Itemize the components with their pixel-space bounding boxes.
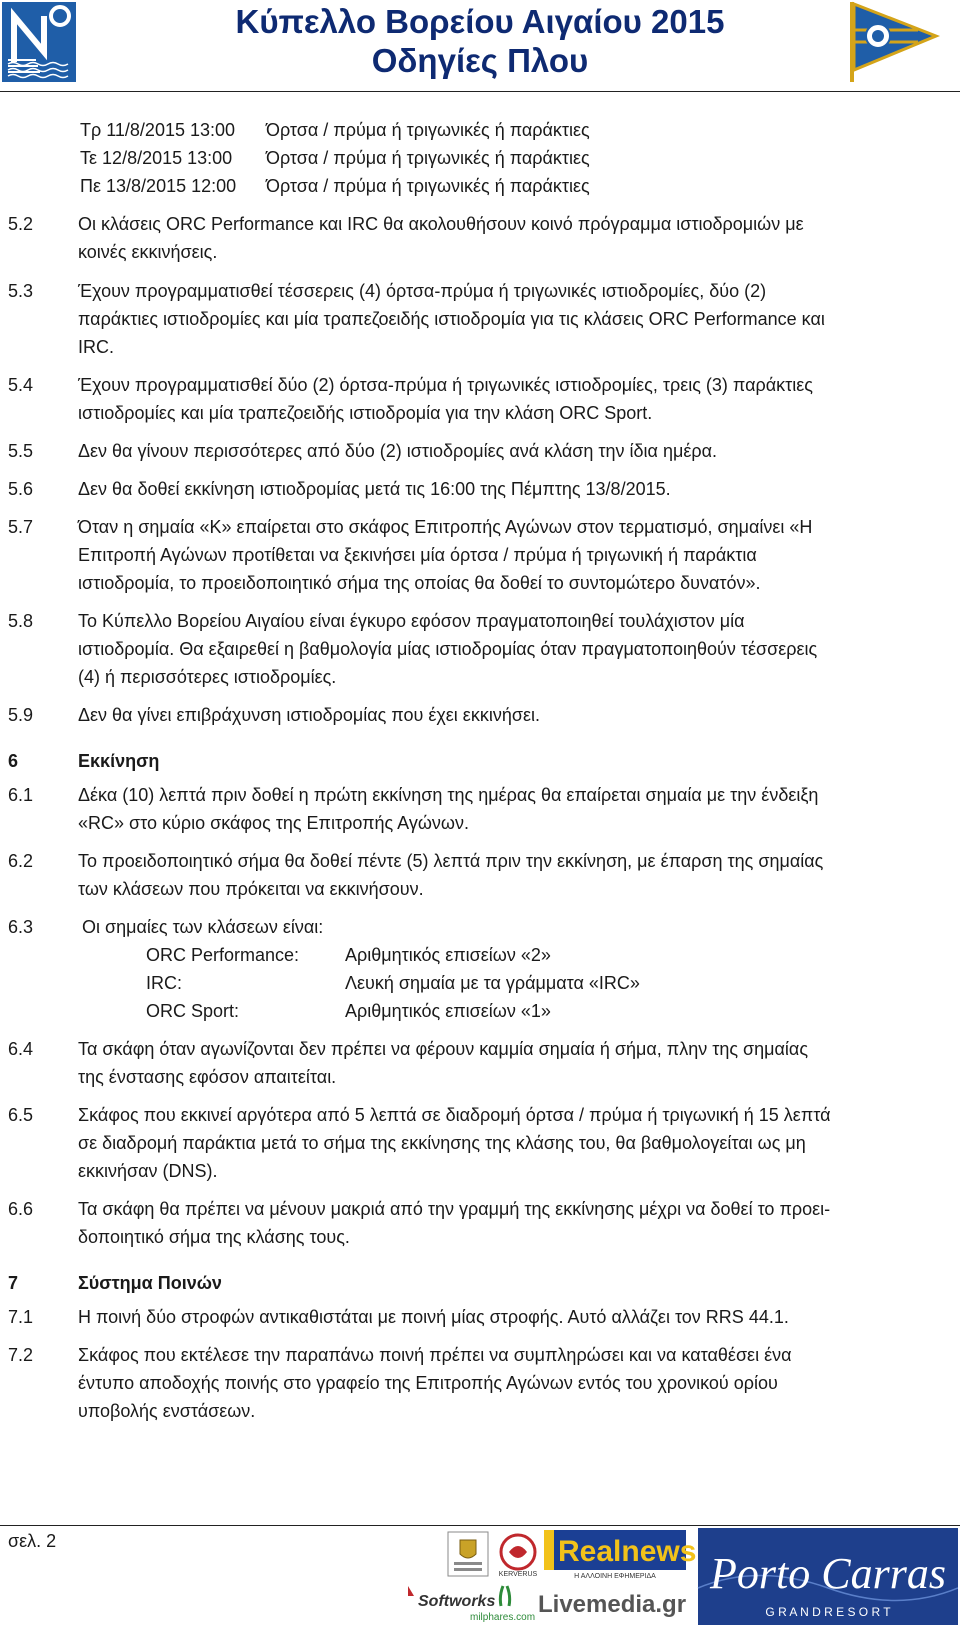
- clause-text: Οι κλάσεις ORC Performance και IRC θα ακολουθήσουν κοινό πρόγραμμα ιστιοδρομιών με: [78, 214, 804, 234]
- page-header: [0, 0, 960, 92]
- schedule-description: Όρτσα / πρύμα ή τριγωνικές ή παράκτιες: [266, 176, 590, 196]
- svg-text:Realnews: Realnews: [558, 1535, 697, 1568]
- clause-number: 6.4: [8, 1039, 34, 1059]
- clause-text: ιστιοδρομίες και μία τραπεζοειδής ιστιοδρομία για την κλάση ORC Sport.: [78, 403, 653, 423]
- porto-carras-logo: [698, 1528, 958, 1625]
- clause-number: 5.7: [8, 517, 34, 537]
- svg-text:Η ΑΛΛΟΙΝΗ ΕΦΗΜΕΡΙΔΑ: Η ΑΛΛΟΙΝΗ ΕΦΗΜΕΡΙΔΑ: [574, 1573, 656, 1580]
- clause-text: Όταν η σημαία «Κ» επαίρεται στο σκάφος Επιτροπής Αγώνων στον τερματισμό, σημαίνει «Η: [78, 517, 813, 537]
- footer-divider: [0, 1525, 960, 1526]
- yacht-club-pennant-logo: [848, 0, 940, 89]
- clause-number: 5.2: [8, 214, 34, 234]
- schedule-date: Πε 13/8/2015 12:00: [80, 176, 237, 196]
- svg-text:Porto Carras: Porto Carras: [710, 1549, 946, 1598]
- clause-text: (4) ή περισσότερες ιστιοδρομίες.: [78, 667, 337, 687]
- class-flag: Λευκή σημαία με τα γράμματα «IRC»: [345, 973, 640, 993]
- clause-text: κοινές εκκινήσεις.: [78, 242, 218, 262]
- clause-text: παράκτιες ιστιοδρομίες και μία τραπεζοειδής ιστιοδρομία για τις κλάσεις ORC Performance και: [78, 309, 825, 329]
- clause-number: 6.6: [8, 1199, 34, 1219]
- section-heading: Εκκίνηση: [78, 751, 160, 771]
- clause-text: Έχουν προγραμματισθεί τέσσερεις (4) όρτσα-πρύμα ή τριγωνικές ιστιοδρομίες, δύο (2): [78, 281, 767, 301]
- svg-text:Livemedia.gr: Livemedia.gr: [538, 1591, 687, 1618]
- clause-number: 6.2: [8, 851, 34, 871]
- clause-text: «RC» στο κύριο σκάφος της Επιτροπής Αγώνων.: [78, 813, 469, 833]
- header-divider: [0, 91, 960, 92]
- clause-text: έντυπο αποδοχής ποινής στο γραφείο της Επιτροπής Αγώνων εντός του χρονικού ορίου: [78, 1373, 778, 1393]
- clause-number: 5.6: [8, 479, 34, 499]
- nautical-club-logo: [2, 2, 76, 87]
- schedule-date: Τρ 11/8/2015 13:00: [80, 120, 236, 140]
- page-number: σελ. 2: [8, 1531, 57, 1551]
- clause-number: 6.1: [8, 785, 34, 805]
- document-subtitle: Οδηγίες Πλου: [371, 42, 589, 79]
- class-name: ORC Performance:: [146, 945, 300, 965]
- svg-text:G R A N D R E S O R T: G R A N D R E S O R T: [765, 1605, 891, 1619]
- clause-text: Οι σημαίες των κλάσεων είναι:: [82, 917, 324, 937]
- clause-text: Το προειδοποιητικό σήμα θα δοθεί πέντε (5) λεπτά πριν την εκκίνηση, με έπαρση της σημαίας: [78, 851, 824, 871]
- clause-text: Δεν θα δοθεί εκκίνηση ιστιοδρομίας μετά τις 16:00 της Πέμπτης 13/8/2015.: [78, 479, 671, 499]
- class-flag: Αριθμητικός επισείων «2»: [345, 945, 551, 965]
- clause-text: Δεν θα γίνουν περισσότερες από δύο (2) ιστιοδρομίες ανά κλάση την ίδια ημέρα.: [78, 441, 717, 461]
- clause-text: ιστιοδρομία. Θα εξαιρεθεί η βαθμολογία μίας ιστιοδρομίας όταν πραγματοποιηθούν τέσσερεις: [78, 639, 818, 659]
- clause-text: των κλάσεων που πρόκειται να εκκινήσουν.: [78, 879, 424, 899]
- section-number: 7: [8, 1273, 19, 1293]
- livemedia-logo: [538, 1591, 686, 1618]
- clause-text: Δέκα (10) λεπτά πριν δοθεί η πρώτη εκκίνηση της ημέρας θα επαίρεται σημαία με την ένδειξη: [78, 785, 819, 805]
- class-flag: Αριθμητικός επισείων «1»: [345, 1001, 551, 1021]
- clause-text: Σκάφος που εκτέλεσε την παραπάνω ποινή πρέπει να συμπληρώσει και να καταθέσει ένα: [78, 1345, 792, 1365]
- schedule-date: Τε 12/8/2015 13:00: [80, 148, 233, 168]
- clause-text: Τα σκάφη θα πρέπει να μένουν μακριά από την γραμμή της εκκίνησης μέχρι να δοθεί το προει-: [78, 1199, 831, 1219]
- clause-text: Επιτροπή Αγώνων προτίθεται να ξεκινήσει μία όρτσα / πρύμα ή τριγωνική ή παράκτια: [78, 545, 757, 565]
- clause-text: της ένστασης εφόσον απαιτείται.: [78, 1067, 337, 1087]
- nautical-club-crest-logo: [448, 1532, 488, 1576]
- clause-number: 6.3: [8, 917, 34, 937]
- clause-text: σε διαδρομή παράκτια μετά το σήμα της εκκίνησης της κλάσης του, θα βαθμολογείται ως μη: [78, 1133, 806, 1153]
- clause-text: Η ποινή δύο στροφών αντικαθιστάται με ποινή μίας στροφής. Αυτό αλλάζει τον RRS 44.1.: [78, 1307, 789, 1327]
- clause-number: 5.9: [8, 705, 34, 725]
- clause-text: Έχουν προγραμματισθεί δύο (2) όρτσα-πρύμα ή τριγωνικές ιστιοδρομίες, τρεις (3) παράκτιες: [78, 375, 813, 395]
- clause-text: IRC.: [78, 337, 114, 357]
- clause-number: 5.8: [8, 611, 34, 631]
- clause-number: 6.5: [8, 1105, 34, 1125]
- class-name: IRC:: [146, 973, 182, 993]
- document-title: Κύπελλο Βορείου Αιγαίου 2015: [235, 3, 725, 40]
- clause-number: 7.2: [8, 1345, 34, 1365]
- clause-number: 5.3: [8, 281, 34, 301]
- clause-text: Τα σκάφη όταν αγωνίζονται δεν πρέπει να φέρουν καμμία σημαία ή σήμα, πλην της σημαίας: [78, 1039, 809, 1059]
- clause-text: ιστιοδρομία, το προειδοποιητικό σήμα της οποίας θα δοθεί το συντομώτερο δυνατόν».: [78, 573, 761, 593]
- softworks-logo: [408, 1586, 495, 1610]
- class-name: ORC Sport:: [146, 1001, 240, 1021]
- clause-number: 5.5: [8, 441, 34, 461]
- clause-text: Το Κύπελλο Βορείου Αιγαίου είναι έγκυρο εφόσον πραγματοποιηθεί τουλάχιστον μία: [78, 611, 745, 631]
- schedule-description: Όρτσα / πρύμα ή τριγωνικές ή παράκτιες: [266, 148, 590, 168]
- schedule-description: Όρτσα / πρύμα ή τριγωνικές ή παράκτιες: [266, 120, 590, 140]
- clause-text: υποβολής ενστάσεων.: [78, 1401, 256, 1421]
- sponsor-logos: [408, 1528, 958, 1625]
- clause-text: Δεν θα γίνει επιβράχυνση ιστιοδρομίας που έχει εκκινήσει.: [78, 705, 540, 725]
- svg-text:Softworks: Softworks: [418, 1593, 496, 1610]
- section-heading: Σύστημα Ποινών: [78, 1273, 222, 1293]
- realnews-logo: [544, 1530, 696, 1580]
- kerverus-logo: [499, 1535, 538, 1578]
- clause-number: 7.1: [8, 1307, 34, 1327]
- clause-text: εκκινήσαν (DNS).: [78, 1161, 218, 1181]
- svg-text:KERVERUS: KERVERUS: [498, 1571, 538, 1578]
- section-number: 6: [8, 751, 19, 771]
- clause-text: Σκάφος που εκκινεί αργότερα από 5 λεπτά σε διαδρομή όρτσα / πρύμα ή τριγωνική ή 15 λεπτά: [78, 1105, 831, 1125]
- clause-number: 5.4: [8, 375, 34, 395]
- svg-text:milphares.com: milphares.com: [470, 1612, 536, 1623]
- clause-text: δοποιητικό σήμα της κλάσης τους.: [78, 1227, 350, 1247]
